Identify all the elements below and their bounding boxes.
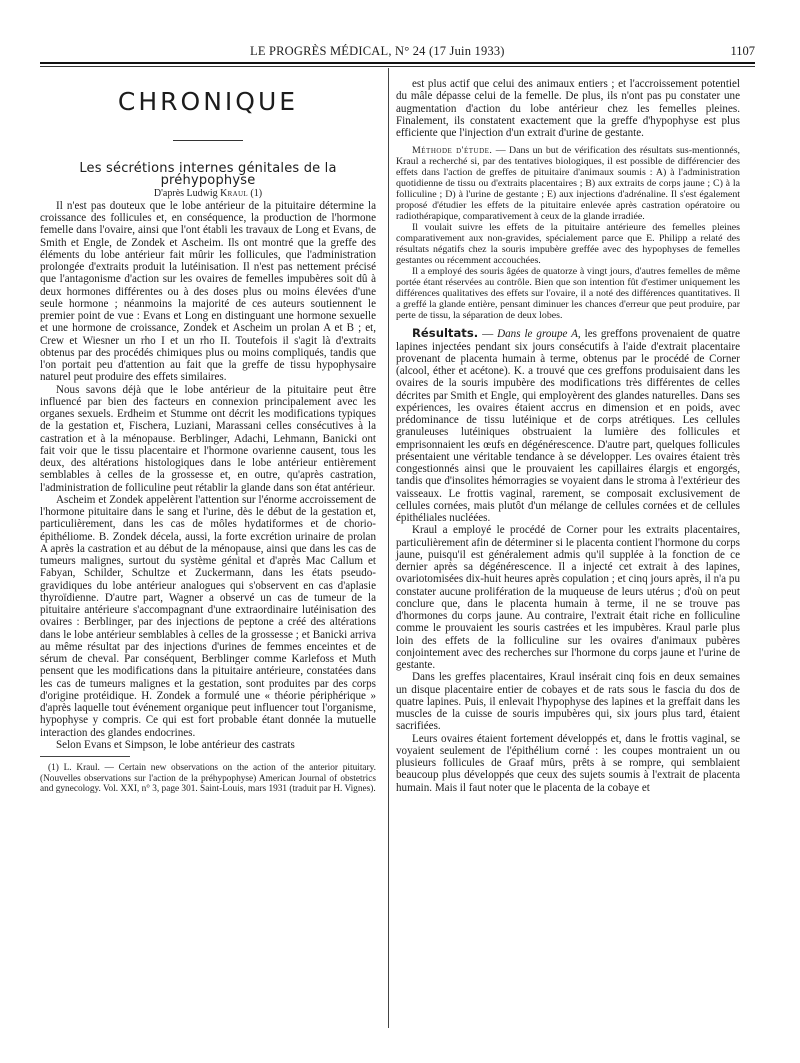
resultats-paragraph: Résultats. — Dans le groupe A, les greffons provenaient de quatre lapines injectées pendant six jours consécutifs à l'aide d'extrait placentaire provenant de placenta humain à terme, obtenus par le procédé de Corner (alcool, éther et acétone). K. a trouvé que ces greffons produisaient dans les ovaires de la souris impubère des modifications très différentes de celles décrites par Smith et Engle, qui employèrent des glandes naturelles. Dans ses expériences, les ovaires étaient accrus en dimension et en poids, avec prédominance de tissu lutéinique et de corps atrétiques. Les cellules granuleuses lutéiniques obstruaient la lumière des follicules et emprisonnaient les œufs en dégénérescence. D'autre part, quelques follicules présentaient une véritable tendance à se développer. Les ovaires étaient très congestionnés ainsi que le prouvaient les capillaires élargis et engorgés, tandis que d'insolites hémorragies se voyaient dans le stroma à l'extérieur des vaisseaux. Le frottis vaginal, rarement, se composait exclusivement de cellules cornées, mais plutôt d'un mélange de cellules cornées et de cellules épithéliales nucléées. [396,326,741,524]
header-rule-thin [40,66,755,67]
right-column [396,78,740,794]
methode-heading: Méthode d'étude. [412,145,493,157]
paragraph: Il voulait suivre les effets de la pituitaire antérieure des femelles pleines comparativement aux non-gravides, spécialement parce que E. Philipp a relaté des résultats négatifs chez la souris impubère greffée avec des hypophyses de femelles gestantes ou récemment accouchées. [396,222,740,267]
resultats-heading: Résultats. [412,326,479,341]
paragraph: Kraul a employé le procédé de Corner pour les extraits placentaires, particulièrement afin de déterminer si le placenta contient l'hormone du corps jaune, puisqu'il est généralement admis qu'il supplée à la fonction de ce dernier après sa dégénérescence. Il a injecté cet extrait à des lapines, ovariotomisées dix-huit heures après copulation ; et cinq jours après, il n'a pu constater aucune prolifération de la muqueuse de leurs utérus ; d'où on peut conclure que, dans le placenta humain à terme, il ne se trouve pas d'hormones du corps jaune. Au contraire, l'extrait était riche en folliculine comme le prouvaient les souris castrées et les impubères. Kraul parle plus loin des effets de la folliculine sur les ovaires d'animaux pubères conjointement avec des recherches sur l'hormone du corps jaune et l'urine de gestante. [396,524,740,671]
header-rule [40,62,755,64]
paragraph: Il n'est pas douteux que le lobe antérieur de la pituitaire détermine la croissance des follicules et, en conséquence, la production de l'hormone femelle dans l'ovaire, ainsi que l'ont établi les travaux de Long et Evans, de Smith et Engle, de Zondek et Ascheim. Ils ont montré que la greffe des éléments du lobe antérieur fait mûrir les follicules, que l'administration prolongée d'extraits produit la lutéinisation. Il n'est pas nettement précisé que l'antagonisme d'action sur les ovaires de femelles impubères soit dû à deux hormones différentes ou à des doses plus ou moins élevées d'une seule hormone ; néanmoins la majorité de ces auteurs soutiennent le premier point de vue : Evans et Long en distinguant une hormone sexuelle et une hormone de croissance, Zondek et Ascheim un prolan A et B ; et, Crew et Wiesner un rho I et un rho II. Toutefois il s'agit là d'extraits obtenus par des procédés chimiques plus ou moins compliqués, tandis que l'on portait peu d'attention au fait que la greffe de tissu hypophysaire naturel peut produire des effets similaires. [40,199,376,384]
page-number: 1107 [730,44,755,58]
methode-paragraph [396,145,740,222]
running-title: LE PROGRÈS MÉDICAL, N° 24 (17 Juin 1933) [250,44,505,58]
paragraph: Il a employé des souris âgées de quatorze à vingt jours, d'autres femelles de même portée étant réservées au contrôle. Bien que son intention fût d'estimer uniquement les différences qualitatives des effets sur l'ovaire, il a noté des différences quantitatives. Il a greffé la glande entière, pensant diminuer les chances d'erreur que peut produire, par perte de tissu, la séparation de deux lobes. [396,266,740,322]
paragraph: Selon Evans et Simpson, le lobe antérieur des castrats [56,738,295,751]
left-column [40,78,376,795]
byline [40,188,376,200]
byline-prefix: D'après Ludwig [153,187,221,199]
paragraph: Dans les greffes placentaires, Kraul insérait cinq fois en deux semaines un disque placentaire entier de cobayes et de rats sous le fascia du dos de quatre lapines. Puis, il enlevait l'hypophyse des lapines et la greffait dans les muscles de la cuisse de souris impubères qui, six jours plus tard, étaient sacrifiées. [396,671,740,733]
footnote-rule [40,756,130,757]
resultats-text: les greffons provenaient de quatre lapines injectées pendant six jours consécutifs à l'aide d'extrait placentaire provenant de placenta humain à terme, obtenus par le procédé de Corner (alcool, éther et acétone). K. a trouvé que ces greffons produisaient dans les ovaires de la souris impubère des modifications très différentes de celles décrites par Smith et Engle, qui employèrent des glandes naturelles. Dans ses expériences, les ovaires étaient accrus en dimension et en poids, avec prédominance de tissu lutéinique et de corps atrétiques. Les cellules granuleuses lutéiniques obstruaient la lumière des follicules et emprisonnaient les œufs en dégénérescence. D'autre part, quelques follicules présentaient une véritable tendance à se développer. Les ovaires étaient très congestionnés ainsi que le prouvaient les capillaires élargis et engorgés, tandis que d'insolites hémorragies se voyaient dans le stroma à l'extérieur des vaisseaux. Le frottis vaginal, rarement, se composait exclusivement de cellules cornées, mais plutôt d'un mélange de cellules cornées et de cellules épithéliales nucléées. [396,328,741,524]
running-head [40,44,755,64]
footnote: (1) L. Kraul. — Certain new observations on the action of the anterior pituitary. (Nouvelles observations sur l'action de la préhypophyse) American Journal of obstetrics and gynecology. Vol. XXI, n° 3, page 301. Saint-Louis, mars 1931 (traduit par H. Vignes). [40,763,376,794]
paragraph: Ascheim et Zondek appelèrent l'attention sur l'énorme accroissement de l'hormone pituitaire dans le sang et l'urine, dès le début de la gestation et, particulièrement, dans les cas de môles hydatiformes et de chorio-épithéliome. B. Zondek décela, aussi, la forte excrétion urinaire de prolan A après la castration et au début de la ménopause, ainsi que dans les cas de tumeurs malignes, surtout du système génital et d'après Mac Callum et Fabyan, Schilder, Schultze et Zuckermann, dans les états pseudo-gravidiques du lobe antérieur analogues qui s'observent en cas d'aplasie thyroïdienne. D'autre part, Wagner a observé un cas de tumeur de la pituitaire antérieure s'accompagnant d'une extraordinaire lutéinisation des ovaires : Berblinger, par des injections de peptone a créé des altérations dans le lobe antérieur semblables à celles de la grossesse ; et Banicki arriva au même résultat par des injections d'urines de femmes enceintes et de sérum de cheval. Par conséquent, Berblinger comme Karlefoss et Muth pensent que les modifications dans la pituitaire antérieure, constatées dans les cas de tumeurs malignes et la gestation, sont produites par des corps d'origine protéidique. H. Zondek a formulé une « théorie périphérique » d'après laquelle tout événement organique peut influencer tout l'organisme, hypophyse y compris. Ce qui est fort probable étant donnée la mutuelle interaction des glandes endocrines. [40,493,376,739]
methode-text: — Dans un but de vérification des résultats sus-mentionnés, Kraul a recherché si, par des tentatives biologiques, il est possible de différencier des effets dans l'action de greffes de pituitaire d'animaux soumis : A) à l'administration quotidienne de tissu ou d'extraits placentaires ; B) aux extraits de corps jaune ; C) à la folliculine ; D) à l'urine de gestante ; E) aux injections d'adrénaline. Il s'est également proposé d'étudier les effets de la pituitaire enlevée après castration opératoire ou radiothérapique, comparativement à ceux de la glande irradiée. [396,145,741,223]
paragraph: Nous savons déjà que le lobe antérieur de la pituitaire peut être influencé par bien des facteurs en connexion principalement avec les organes sexuels. Erdheim et Stumme ont décrit les modifications typiques de la gestation et, Fischera, Luziani, Marassani celles consécutives à la castration et à la ménopause. Berblinger, Adachi, Lehmann, Banicki ont fait voir que le tissu placentaire et l'hormone ovarienne causent, tous les deux, des altérations histologiques dans le lobe antérieur entièrement semblables à celles de la grossesse et, en outre, qu'après castration, l'administration de folliculine peut rétablir la glande dans son état antérieur. [40,383,376,494]
column-divider [388,68,389,1028]
paragraph: est plus actif que celui des animaux entiers ; et l'accroissement potentiel du mâle dépasse celui de la femelle. De plus, ils n'ont pas pu constater une augmentation d'action du lobe antérieur chez les femelles pleines. Finalement, ils constatent exactement que la greffe d'hypophyse est plus efficiente que l'injection d'un extrait d'urine de gestante. [396,78,740,139]
paragraph: Leurs ovaires étaient fortement développés et, dans le frottis vaginal, se voyaient seulement de l'épithélium corné : les coupes montraient un ou plusieurs follicules de Graaf mûrs, prêts à se rompre, qui semblaient beaucoup plus développés que ceux des sujets soumis à l'extrait de placenta humain. Mais il faut noter que le placenta de la cobaye et [396,732,740,794]
byline-author: Kraul [220,187,248,199]
section-title-rule [173,140,243,141]
byline-footnote-ref: (1) [247,187,263,199]
section-title: CHRONIQUE [117,87,299,116]
article-title: Les sécrétions internes génitales de la préhypophyse [79,161,337,189]
resultats-group: Dans le groupe A, [497,328,581,341]
